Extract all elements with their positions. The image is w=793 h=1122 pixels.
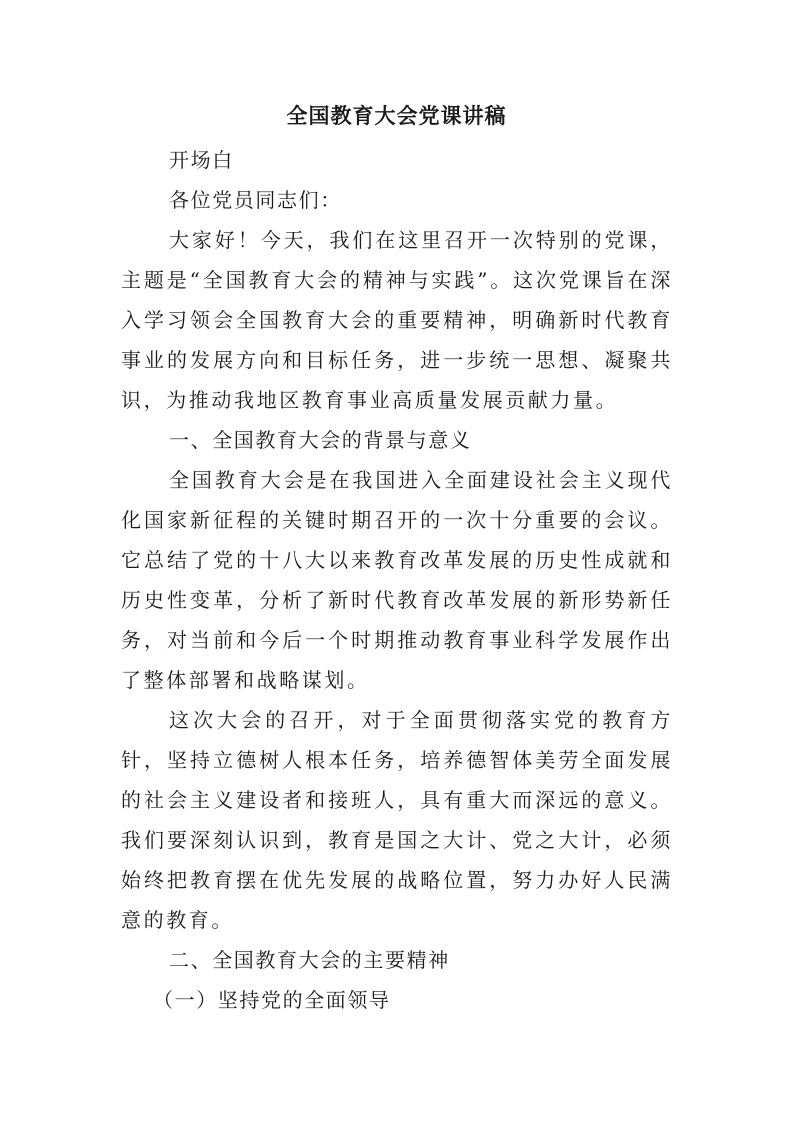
- document-title: 全国教育大会党课讲稿: [286, 104, 507, 128]
- section-1-paragraph-1: 全国教育大会是在我国进入全面建设社会主义现代化国家新征程的关键时期召开的一次十分重要的会议。它总结了党的十八大以来教育改革发展的历史性成就和历史性变革，分析了新时代教育改革发展的新形势新任务，对当前和今后一个时期推动教育事业科学发展作出了整体部署和战略谋划。: [121, 468, 673, 692]
- section-2-subheading-1: （一）坚持党的全面领导: [153, 988, 391, 1012]
- section-1-paragraph-2: 这次大会的召开，对于全面贯彻落实党的教育方针，坚持立德树人根本任务，培养德智体美劳全面发展的社会主义建设者和接班人，具有重大而深远的意义。我们要深刻认识到，教育是国之大计、党之大计，必须始终把教育摆在优先发展的战略位置，努力办好人民满意的教育。: [121, 708, 673, 932]
- salutation: 各位党员同志们：: [169, 188, 342, 212]
- document-body: [121, 140, 673, 1020]
- section-1-heading: 一、全国教育大会的背景与意义: [169, 428, 472, 452]
- section-2-heading: 二、全国教育大会的主要精神: [169, 948, 450, 972]
- opening-label: 开场白: [169, 148, 234, 172]
- intro-paragraph: 大家好！今天，我们在这里召开一次特别的党课，主题是“全国教育大会的精神与实践”。这次党课旨在深入学习领会全国教育大会的重要精神，明确新时代教育事业的发展方向和目标任务，进一步统一思想、凝聚共识，为推动我地区教育事业高质量发展贡献力量。: [121, 228, 673, 412]
